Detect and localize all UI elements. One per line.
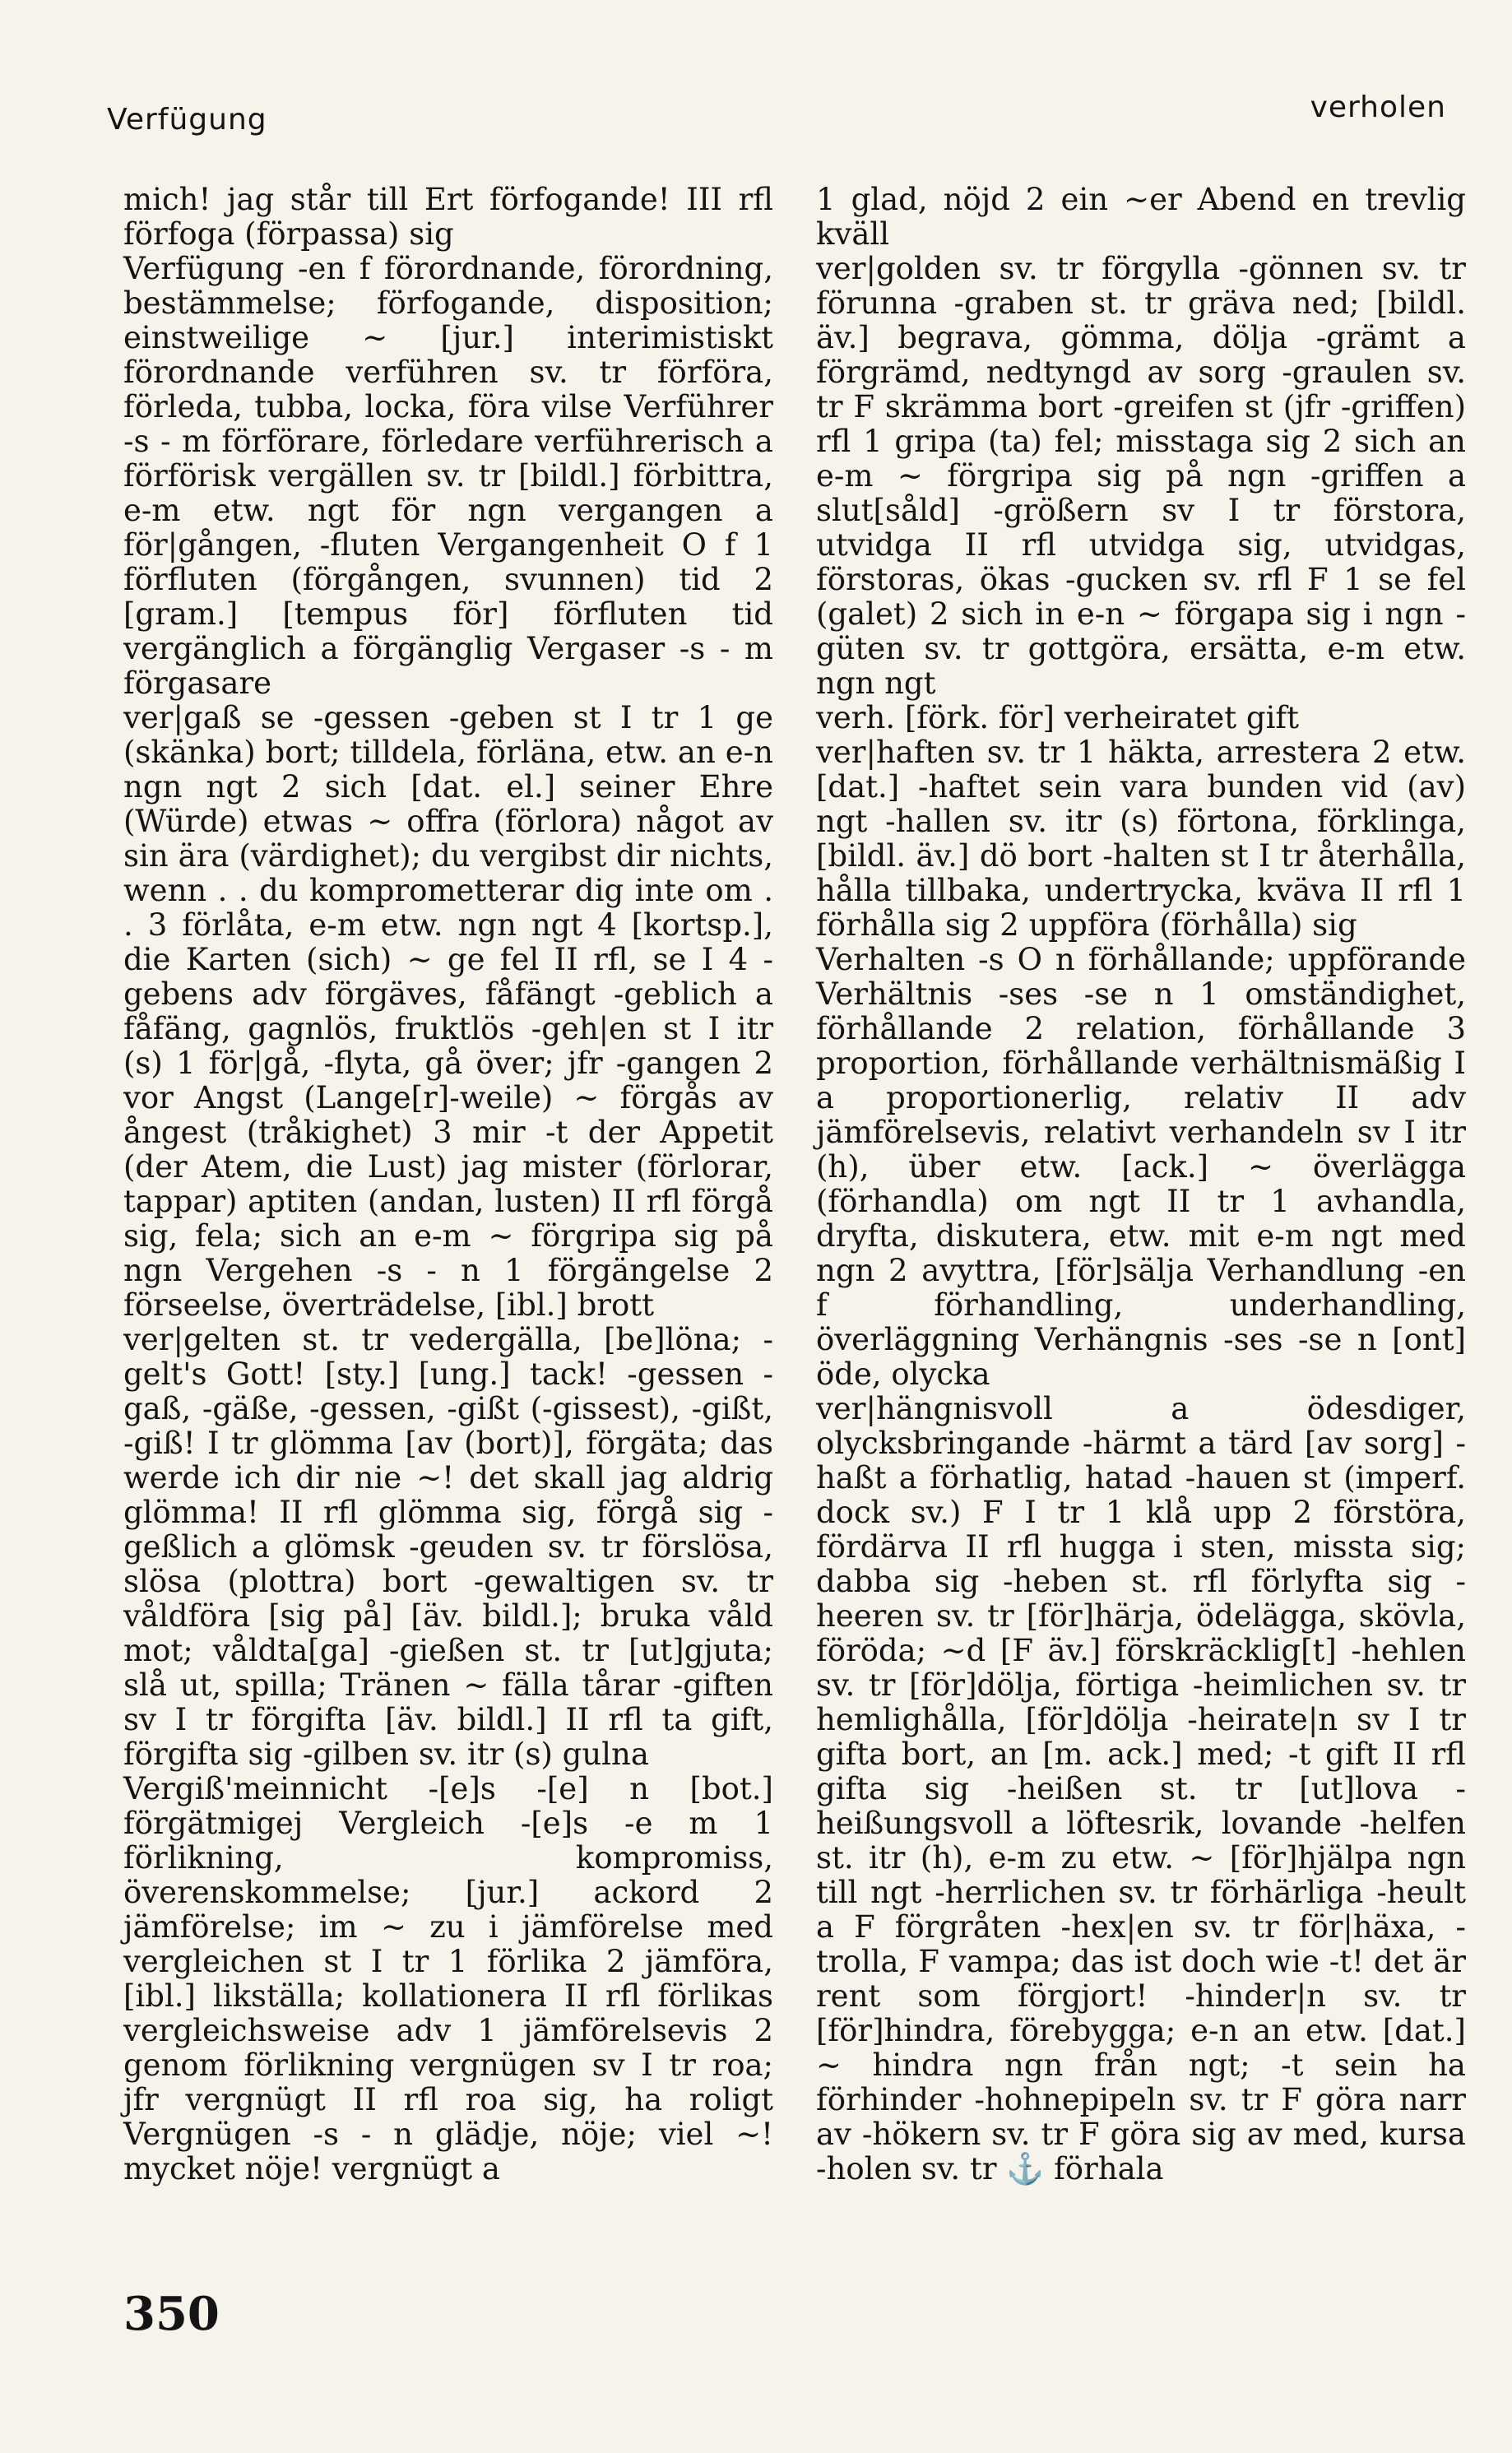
- entry-paragraph: Verfügung -en f förordnande, förordning, bestämmelse; förfogande, disposition; einstweilige ~ [jur.] interimistiskt förordnande verführen sv. tr förföra, förleda, tubba, locka, föra vilse Verführer -s - m förförare, förledare verführerisch a förförisk vergällen sv. tr [bildl.] förbittra, e-m etw. ngt för ngn vergangen a för|gången, -fluten Vergangenheit O f 1 förfluten (förgången, svunnen) tid 2 [gram.] [tempus för] förfluten tid vergänglich a förgänglig Vergaser -s - m förgasare: [123, 251, 773, 701]
- entry-paragraph: ver|golden sv. tr förgylla -gönnen sv. tr förunna -graben st. tr gräva ned; [bildl. äv.] begrava, gömma, dölja -grämt a förgrämd, nedtyngd av sorg -graulen sv. tr F skrämma bort -greifen st (jfr -griffen) rfl 1 gripa (ta) fel; misstaga sig 2 sich an e-m ~ förgripa sig på ngn -griffen a slut[såld] -größern sv I tr förstora, utvidga II rfl utvidga sig, utvidgas, förstoras, ökas -gucken sv. rfl F 1 se fel (galet) 2 sich in e-n ~ förgapa sig i ngn -güten sv. tr gottgöra, ersätta, e-m etw. ngn ngt: [816, 251, 1466, 701]
- entry-paragraph: ver|gaß se -gessen -geben st I tr 1 ge (skänka) bort; tilldela, förläna, etw. an e-n ngn ngt 2 sich [dat. el.] seiner Ehre (Würde) etwas ~ offra (förlora) något av sin ära (värdighet); du vergibst dir nichts, wenn . . du komprometterar dig inte om . . 3 förlåta, e-m etw. ngn ngt 4 [kortsp.], die Karten (sich) ~ ge fel II rfl, se I 4 -gebens adv förgäves, fåfängt -geblich a fåfäng, gagnlös, fruktlös -geh|en st I itr (s) 1 för|gå, -flyta, gå över; jfr -gangen 2 vor Angst (Lange[r]-weile) ~ förgås av ångest (tråkighet) 3 mir -t der Appetit (der Atem, die Lust) jag mister (förlorar, tappar) aptiten (andan, lusten) II rfl förgå sig, fela; sich an e-m ~ förgripa sig på ngn Vergehen -s - n 1 förgängelse 2 förseelse, överträdelse, [ibl.] brott: [123, 700, 773, 1323]
- entry-paragraph: ver|hängnisvoll a ödesdiger, olycksbringande -härmt a tärd [av sorg] -haßt a förhatlig, hatad -hauen st (imperf. dock sv.) F I tr 1 klå upp 2 förstöra, fördärva II rfl hugga i sten, missta sig; dabba sig -heben st. rfl förlyfta sig -heeren sv. tr [för]härja, ödelägga, skövla, föröda; ~d [F äv.] förskräcklig[t] -hehlen sv. tr [för]dölja, förtiga -heimlichen sv. tr hemlighålla, [för]dölja -heirate|n sv I tr gifta bort, an [m. ack.] med; -t gift II rfl gifta sig -heißen st. tr [ut]lova -heißungsvoll a löftesrik, lovande -helfen st. itr (h), e-m zu etw. ~ [för]hjälpa ngn till ngt -herrlichen sv. tr förhärliga -heult a F förgråten -hex|en sv. tr för|häxa, -trolla, F vampa; das ist doch wie -t! det är rent som förgjort! -hinder|n sv. tr [för]hindra, förebygga; e-n an etw. [dat.] ~ hindra ngn från ngt; -t sein ha förhinder -hohnepipeln sv. tr F göra narr av -hökern sv. tr F göra sig av med, kursa -holen sv. tr ⚓ förhala: [816, 1391, 1466, 2186]
- entry-paragraph: mich! jag står till Ert förfogande! III rfl förfoga (förpassa) sig: [123, 182, 773, 252]
- entry-paragraph: ver|haften sv. tr 1 häkta, arrestera 2 etw. [dat.] -haftet sein vara bunden vid (av) ngt -hallen sv. itr (s) förtona, förklinga, [bildl. äv.] dö bort -halten st I tr återhålla, hålla tillbaka, undertrycka, kväva II rfl 1 förhålla sig 2 uppföra (förhålla) sig: [816, 735, 1466, 943]
- running-head-right: verholen: [1310, 90, 1446, 124]
- entry-paragraph: ver|gelten st. tr vedergälla, [be]löna; -gelt's Gott! [sty.] [ung.] tack! -gessen -gaß, -gäße, -gessen, -gißt (-gissest), -gißt, -giß! I tr glömma [av (bort)], förgäta; das werde ich dir nie ~! det skall jag aldrig glömma! II rfl glömma sig, förgå sig -geßlich a glömsk -geuden sv. tr förslösa, slösa (plottra) bort -gewaltigen sv. tr våldföra [sig på] [äv. bildl.]; bruka våld mot; våldta[ga] -gießen st. tr [ut]gjuta; slå ut, spilla; Tränen ~ fälla tårar -giften sv I tr förgifta [äv. bildl.] II rfl ta gift, förgifta sig -gilben sv. itr (s) gulna: [123, 1322, 773, 1772]
- page-number: 350: [123, 2287, 220, 2341]
- running-head-left: Verfügung: [107, 103, 267, 137]
- left-column: [123, 183, 773, 2186]
- entry-paragraph: Verhalten -s O n förhållande; uppförande Verhältnis -ses -se n 1 omständighet, förhållande 2 relation, förhållande 3 proportion, förhållande verhältnismäßig I a proportionerlig, relativ II adv jämförelsevis, relativt verhandeln sv I itr (h), über etw. [ack.] ~ överlägga (förhandla) om ngt II tr 1 avhandla, dryfta, diskutera, etw. mit e-m ngt med ngn 2 avyttra, [för]sälja Verhandlung -en f förhandling, underhandling, överläggning Verhängnis -ses -se n [ont] öde, olycka: [816, 942, 1466, 1392]
- entry-paragraph: 1 glad, nöjd 2 ein ~er Abend en trevlig kväll: [816, 182, 1466, 252]
- entry-paragraph: Vergiß'meinnicht -[e]s -[e] n [bot.] förgätmigej Vergleich -[e]s -e m 1 förlikning, kompromiss, överenskommelse; [jur.] ackord 2 jämförelse; im ~ zu i jämförelse med vergleichen st I tr 1 förlika 2 jämföra, [ibl.] likställa; kollationera II rfl förlikas vergleichsweise adv 1 jämförelsevis 2 genom förlikning vergnügen sv I tr roa; jfr vergnügt II rfl roa sig, ha roligt Vergnügen -s - n glädje, nöje; viel ~! mycket nöje! vergnügt a: [123, 1771, 773, 2186]
- entry-paragraph: verh. [förk. för] verheiratet gift: [816, 700, 1299, 735]
- right-column: [816, 183, 1466, 2186]
